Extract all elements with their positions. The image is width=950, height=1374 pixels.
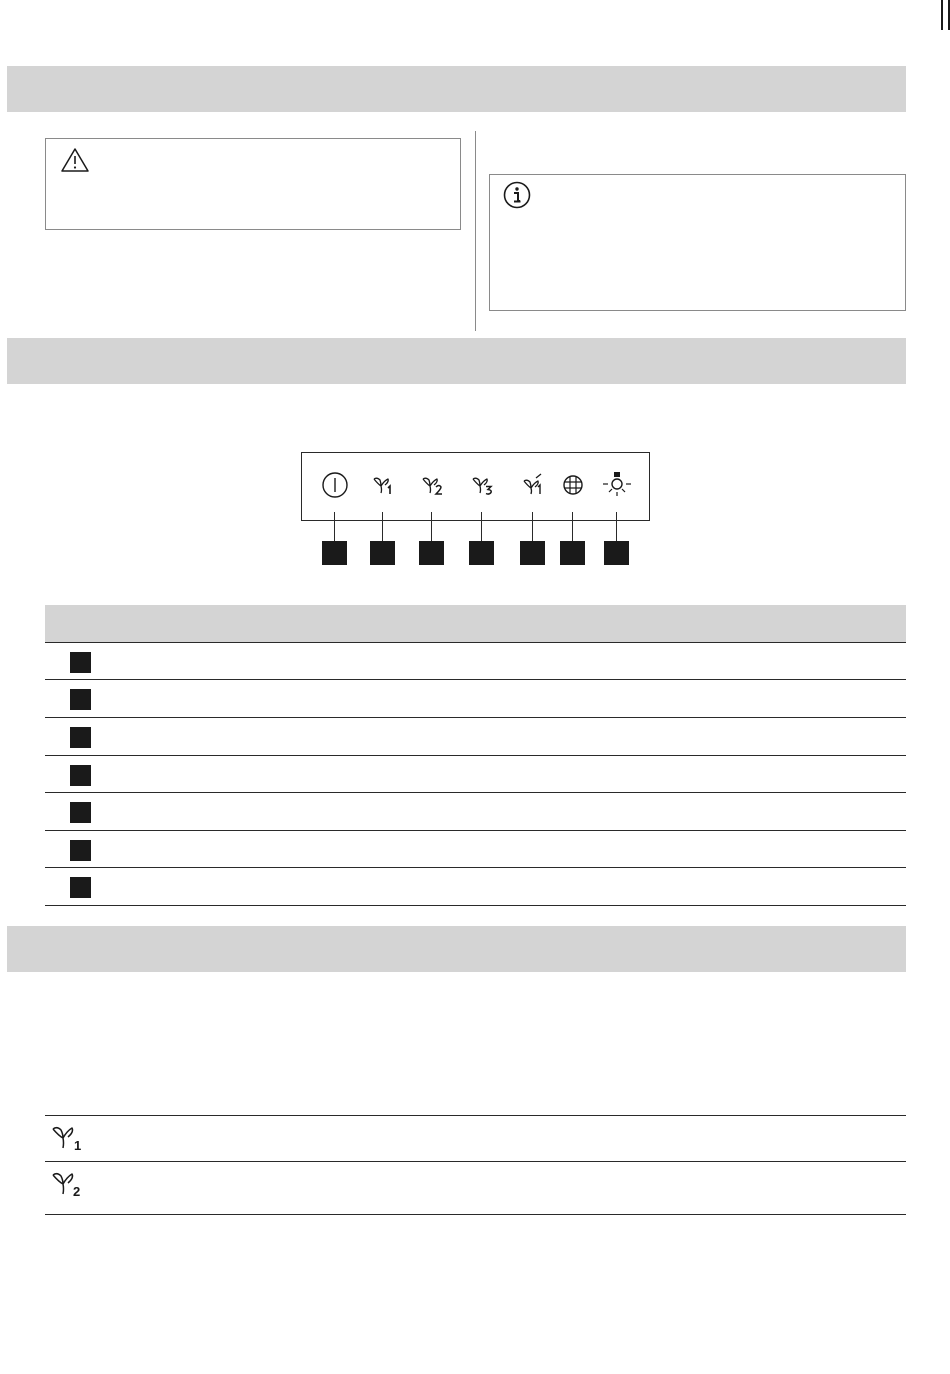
table-row xyxy=(45,831,906,868)
row-marker xyxy=(70,727,91,748)
svg-text:1: 1 xyxy=(74,1138,82,1153)
table-row xyxy=(45,718,906,756)
fan-speed-2-icon[interactable] xyxy=(417,470,447,500)
row-marker xyxy=(70,652,91,673)
svg-text:2: 2 xyxy=(73,1184,81,1199)
fan-speed-3-icon[interactable] xyxy=(467,470,497,500)
speed-row xyxy=(45,1115,906,1161)
callout-marker xyxy=(604,541,629,565)
lamp-icon[interactable] xyxy=(602,470,632,500)
callout-marker xyxy=(419,541,444,565)
row-marker xyxy=(70,840,91,861)
callout-marker xyxy=(370,541,395,565)
function-table-header xyxy=(45,605,906,642)
power-icon[interactable] xyxy=(320,470,350,500)
info-circle-icon xyxy=(502,180,532,210)
row-marker xyxy=(70,689,91,710)
info-box xyxy=(489,174,906,311)
warning-triangle-icon xyxy=(60,147,90,173)
callout-marker xyxy=(322,541,347,565)
callout-marker xyxy=(560,541,585,565)
leader-line xyxy=(431,512,432,541)
fan-speed-1-icon xyxy=(49,1121,83,1155)
row-marker xyxy=(70,765,91,786)
table-row xyxy=(45,756,906,793)
leader-line xyxy=(382,512,383,541)
table-row xyxy=(45,793,906,831)
section-header-control-panel xyxy=(7,338,906,384)
fan-boost-icon[interactable] xyxy=(518,470,548,500)
leader-line xyxy=(481,512,482,541)
table-row xyxy=(45,680,906,718)
speed-row xyxy=(45,1161,906,1215)
callout-marker xyxy=(469,541,494,565)
leader-line xyxy=(334,512,335,541)
section-header-safety xyxy=(7,66,906,112)
page-edge-rule xyxy=(0,0,950,30)
fan-speed-2-icon xyxy=(49,1167,83,1201)
leader-line xyxy=(616,512,617,541)
warning-box xyxy=(45,138,461,230)
table-row xyxy=(45,642,906,680)
fan-speed-1-icon[interactable] xyxy=(368,470,398,500)
row-marker xyxy=(70,802,91,823)
leader-line xyxy=(572,512,573,541)
leader-line xyxy=(532,512,533,541)
callout-marker xyxy=(520,541,545,565)
table-row xyxy=(45,868,906,906)
column-divider xyxy=(475,131,476,331)
section-header-operation xyxy=(7,926,906,972)
row-marker xyxy=(70,877,91,898)
grease-filter-icon[interactable] xyxy=(558,470,588,500)
